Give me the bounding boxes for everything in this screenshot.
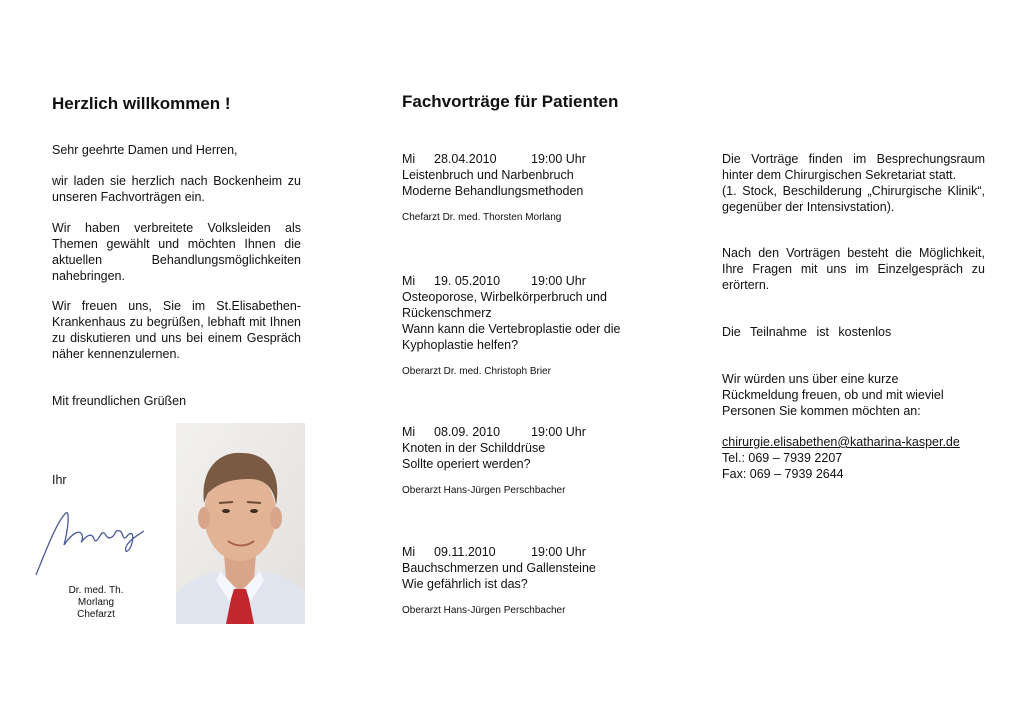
- closing-text: Mit freundlichen Grüßen: [52, 394, 187, 408]
- talk-3: [402, 424, 632, 499]
- talk-time: 19:00 Uhr: [531, 545, 586, 559]
- talk-speaker: Chefarzt Dr. med. Thorsten Morlang: [402, 212, 562, 223]
- portrait-photo-icon: [176, 423, 305, 624]
- topics-paragraph: Wir haben verbreitete Volksleiden als Themen gewählt und möchten Ihnen die aktuellen Behandlungsmöglichkeiten nahebringen.: [52, 221, 301, 283]
- venue-directions: (1. Stock, Beschilderung „Chirurgische Klinik“, gegenüber der Intensivstation).: [722, 184, 985, 214]
- talk-4: [402, 544, 632, 619]
- talk-day: Mi: [402, 274, 416, 288]
- free-admission-text: Die Teilnahme ist kostenlos: [722, 325, 892, 339]
- signatory-name: Dr. med. Th. Morlang: [68, 585, 124, 608]
- talk-day: Mi: [402, 545, 416, 559]
- talk-subtitle: Moderne Behandlungsmethoden: [402, 184, 584, 198]
- contact-block: [722, 434, 985, 482]
- signature-caption: [52, 585, 140, 621]
- email-link[interactable]: chirurgie.elisabethen@katharina-kasper.de: [722, 435, 960, 449]
- talk-time: 19:00 Uhr: [531, 425, 586, 439]
- ihr-text: Ihr: [52, 473, 67, 487]
- talk-date-line: [402, 151, 632, 167]
- fax-number: Fax: 069 – 7939 2644: [722, 467, 844, 481]
- talk-day: Mi: [402, 425, 416, 439]
- intro-paragraph: wir laden sie herzlich nach Bockenheim zu unseren Fachvorträgen ein.: [52, 174, 301, 204]
- handwritten-signature: [28, 505, 153, 580]
- rsvp-paragraph: Wir würden uns über eine kurze Rückmeldung freuen, ob und mit wieviel Personen Sie kommen möchten an:: [722, 372, 944, 418]
- salutation: Sehr geehrte Damen und Herren,: [52, 143, 238, 157]
- venue-text: Die Vorträge finden im Besprechungsraum hinter dem Chirurgischen Sekretariat statt.: [722, 152, 985, 182]
- talk-date-line: [402, 544, 632, 560]
- welcome-heading: Herzlich willkommen !: [52, 94, 231, 113]
- talk-date: 09.11.2010: [434, 545, 496, 559]
- talk-time: 19:00 Uhr: [531, 152, 586, 166]
- talk-subtitle: Sollte operiert werden?: [402, 457, 531, 471]
- talk-subtitle: Wann kann die Vertebroplastie oder die Kyphoplastie helfen?: [402, 322, 621, 352]
- talk-speaker: Oberarzt Hans-Jürgen Perschbacher: [402, 485, 566, 496]
- talk-date: 08.09. 2010: [434, 425, 501, 439]
- talk-speaker: Oberarzt Dr. med. Christoph Brier: [402, 366, 551, 377]
- talk-time: 19:00 Uhr: [531, 274, 586, 288]
- talk-speaker: Oberarzt Hans-Jürgen Perschbacher: [402, 605, 566, 616]
- signatory-title: Chefarzt: [77, 609, 115, 620]
- talk-2: [402, 273, 632, 380]
- talks-heading: Fachvorträge für Patienten: [402, 92, 619, 111]
- phone-number: Tel.: 069 – 7939 2207: [722, 451, 843, 465]
- questions-paragraph: Nach den Vorträgen besteht die Möglichkeit, Ihre Fragen mit uns im Einzelgespräch zu erörtern.: [722, 246, 985, 292]
- talk-title: Bauchschmerzen und Gallensteine: [402, 561, 596, 575]
- talk-1: [402, 151, 632, 226]
- talk-subtitle: Wie gefährlich ist das?: [402, 577, 528, 591]
- talk-title: Knoten in der Schilddrüse: [402, 441, 546, 455]
- talk-day: Mi: [402, 152, 416, 166]
- venue-paragraph: [722, 151, 985, 215]
- talk-date: 28.04.2010: [434, 152, 497, 166]
- talk-date: 19. 05.2010: [434, 274, 501, 288]
- talk-title: Leistenbruch und Narbenbruch: [402, 168, 574, 182]
- talk-title: Osteoporose, Wirbelkörperbruch und Rückenschmerz: [402, 290, 607, 320]
- welcome-paragraph: Wir freuen uns, Sie im St.Elisabethen-Krankenhaus zu begrüßen, lebhaft mit Ihnen zu diskutieren und uns bei einem Gespräch näher kennenzulernen.: [52, 299, 301, 361]
- talk-date-line: [402, 424, 632, 440]
- talk-date-line: [402, 273, 632, 289]
